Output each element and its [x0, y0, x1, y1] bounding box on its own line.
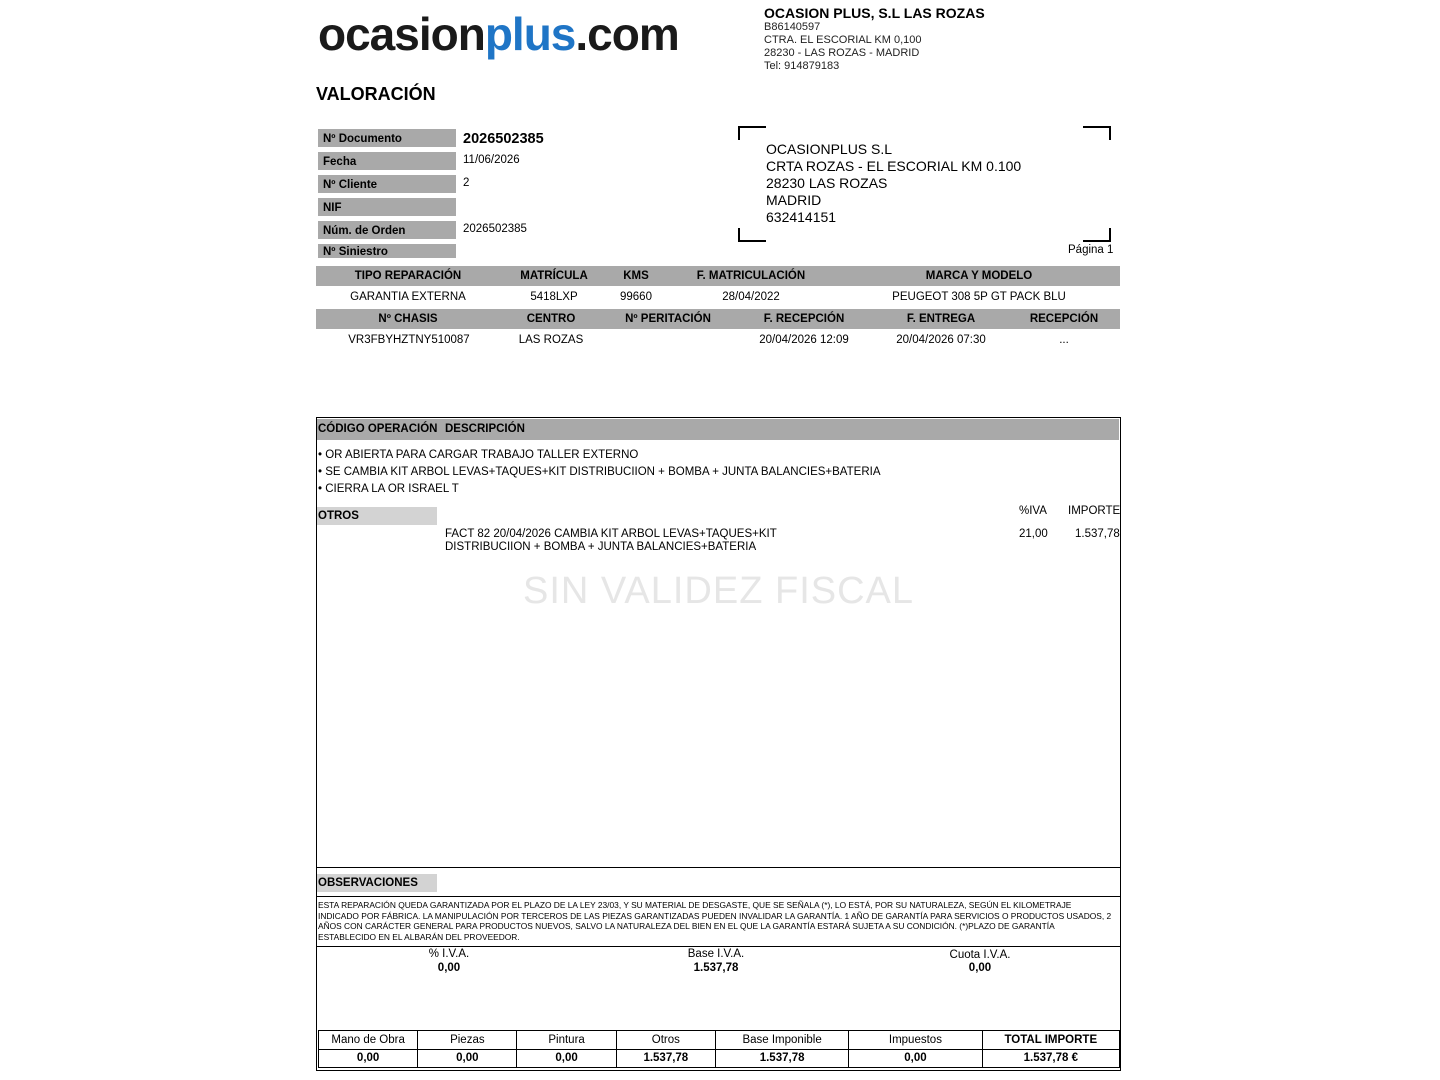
reception-header-cell: F. RECEPCIÓN: [763, 313, 845, 325]
totals-value-cell: 0,00: [517, 1049, 616, 1068]
corner-mark: [1083, 228, 1111, 242]
company-name: OCASION PLUS, S.L LAS ROZAS: [764, 5, 985, 21]
reception-value-cell: 20/04/2026 07:30: [896, 334, 986, 346]
company-logo: ocasionplus.com: [318, 8, 679, 60]
operation-description-header: DESCRIPCIÓN: [445, 423, 525, 435]
operation-line: • OR ABIERTA PARA CARGAR TRABAJO TALLER EXTERNO: [318, 449, 639, 461]
recipient-line-3: 28230 LAS ROZAS: [766, 175, 888, 191]
reception-header-cell: RECEPCIÓN: [1029, 313, 1099, 325]
reception-header-cell: Nº PERITACIÓN: [625, 313, 711, 325]
recipient-line-5: 632414151: [766, 209, 837, 225]
totals-header-cell: Otros: [616, 1031, 715, 1050]
recipient-address-box: [738, 126, 1111, 242]
vehicle-header-cell: KMS: [623, 270, 649, 282]
vehicle-header-cell: F. MATRICULACIÓN: [696, 270, 806, 282]
reception-value-cell: LAS ROZAS: [518, 334, 584, 346]
totals-header-cell: Mano de Obra: [319, 1031, 418, 1050]
vehicle-header-cell: TIPO REPARACIÓN: [354, 270, 462, 282]
company-cif: B86140597: [764, 21, 821, 33]
vehicle-value-cell: GARANTIA EXTERNA: [350, 291, 466, 303]
vehicle-value-cell: 99660: [620, 291, 652, 303]
operation-code-header: CÓDIGO OPERACIÓN: [318, 423, 438, 435]
doc-number-label: Nº Documento: [318, 129, 456, 149]
client-value: 2: [463, 177, 470, 189]
claim-label: Nº Siniestro: [318, 244, 456, 260]
otros-line-iva: 21,00: [1019, 528, 1048, 540]
reception-header-cell: Nº CHASIS: [378, 313, 438, 325]
iva-cuota-label: Cuota I.V.A.: [949, 949, 1011, 961]
watermark: SIN VALIDEZ FISCAL: [522, 570, 915, 612]
page-number: Página 1: [1068, 244, 1114, 256]
iva-percent-value: 0,00: [437, 962, 461, 974]
totals-value-cell: 0,00: [319, 1049, 418, 1068]
totals-value-cell: 0,00: [418, 1049, 517, 1068]
divider: [316, 896, 1121, 897]
recipient-line-2: CRTA ROZAS - EL ESCORIAL KM 0.100: [766, 158, 1022, 174]
operation-line: • CIERRA LA OR ISRAEL T: [318, 483, 459, 495]
reception-value-cell: 20/04/2026 12:09: [759, 334, 849, 346]
otros-line-importe: 1.537,78: [1075, 528, 1120, 540]
vehicle-header-row: [316, 266, 1120, 286]
reception-header-cell: F. ENTREGA: [906, 313, 976, 325]
totals-header-cell: Pintura: [517, 1031, 616, 1050]
date-value: 11/06/2026: [463, 154, 520, 166]
otros-section-label: OTROS: [317, 507, 437, 525]
iva-base-label: Base I.V.A.: [687, 948, 745, 960]
divider: [316, 946, 1121, 947]
observations-label: OBSERVACIONES: [317, 874, 437, 892]
date-label: Fecha: [318, 152, 456, 172]
total-amount: 1.537,78 €: [982, 1049, 1119, 1068]
recipient-line-1: OCASIONPLUS S.L: [766, 141, 893, 157]
corner-mark: [738, 228, 766, 242]
order-value: 2026502385: [463, 223, 527, 235]
totals-header-cell: Base Imponible: [715, 1031, 848, 1050]
vehicle-value-row: [316, 287, 1120, 307]
totals-table: [318, 1030, 1120, 1068]
otros-line-description-1: FACT 82 20/04/2026 CAMBIA KIT ARBOL LEVAS+TAQUES+KIT: [445, 528, 777, 540]
totals-value-cell: 1.537,78: [715, 1049, 848, 1068]
corner-mark: [738, 126, 766, 140]
company-address-1: CTRA. EL ESCORIAL KM 0,100: [764, 34, 922, 46]
vehicle-header-cell: MATRÍCULA: [520, 270, 588, 282]
recipient-line-4: MADRID: [766, 192, 822, 208]
operations-header: [317, 419, 1119, 440]
totals-header-cell: Piezas: [418, 1031, 517, 1050]
nif-label: NIF: [318, 198, 456, 218]
divider: [316, 867, 1121, 868]
corner-mark: [1083, 126, 1111, 140]
operation-line: • SE CAMBIA KIT ARBOL LEVAS+TAQUES+KIT DISTRIBUCIION + BOMBA + JUNTA BALANCIES+BATERIA: [318, 466, 881, 478]
client-label: Nº Cliente: [318, 175, 456, 195]
iva-cuota-value: 0,00: [968, 962, 992, 974]
totals-value-cell: 1.537,78: [616, 1049, 715, 1068]
vehicle-value-cell: 28/04/2022: [722, 291, 780, 303]
iva-column-header: %IVA: [1019, 505, 1047, 517]
iva-base-value: 1.537,78: [693, 962, 739, 974]
vehicle-value-cell: PEUGEOT 308 5P GT PACK BLU: [892, 291, 1066, 303]
document-title: VALORACIÓN: [316, 84, 436, 104]
iva-percent-label: % I.V.A.: [428, 948, 470, 960]
reception-header-cell: CENTRO: [526, 313, 576, 325]
vehicle-header-cell: MARCA Y MODELO: [925, 270, 1033, 282]
otros-line-description-2: DISTRIBUCIION + BOMBA + JUNTA BALANCIES+BATERIA: [445, 541, 757, 553]
totals-header-row: [319, 1031, 1120, 1050]
company-phone: Tel: 914879183: [764, 60, 840, 72]
vehicle-value-cell: 5418LXP: [530, 291, 578, 303]
importe-column-header: IMPORTE: [1068, 505, 1121, 517]
totals-value-cell: 0,00: [849, 1049, 982, 1068]
totals-header-cell: TOTAL IMPORTE: [982, 1031, 1119, 1050]
totals-value-row: [319, 1049, 1120, 1068]
reception-value-cell: ...: [1059, 334, 1069, 346]
observations-text: ESTA REPARACIÓN QUEDA GARANTIZADA POR EL PLAZO DE LA LEY 23/03, Y SU MATERIAL DE DESGASTE, QUE SE SEÑALA (*), LO ESTÁ, POR SU NATURALEZA, SEGÚN EL KILOMETRAJE INDICADO POR FÁBRICA. LA MANIPULACIÓN POR TERCEROS DE LAS PIEZAS GARANTIZADAS PUEDEN INVALIDAR LA GARANTÍA. 1 AÑO DE GARANTÍA PARA SERVICIOS O PRODUCTOS USADOS, 2 AÑOS CON CARÁCTER GENERAL PARA PRODUCTOS NUEVOS, SALVO LA NATURALEZA DEL BIEN EN EL QUE LA GARANTÍA ESTARÁ SUJETA A SU CONDICIÓN. (*)PLAZO DE GARANTÍA ESTABLECIDO EN EL ALBARÁN DEL PROVEEDOR.: [318, 900, 1112, 942]
doc-number: 2026502385: [463, 131, 544, 147]
reception-value-cell: VR3FBYHZTNY510087: [348, 334, 470, 346]
totals-header-cell: Impuestos: [849, 1031, 982, 1050]
reception-value-row: [316, 330, 1120, 350]
company-address-2: 28230 - LAS ROZAS - MADRID: [764, 47, 920, 59]
order-label: Núm. de Orden: [318, 221, 456, 241]
reception-header-row: [316, 309, 1120, 329]
